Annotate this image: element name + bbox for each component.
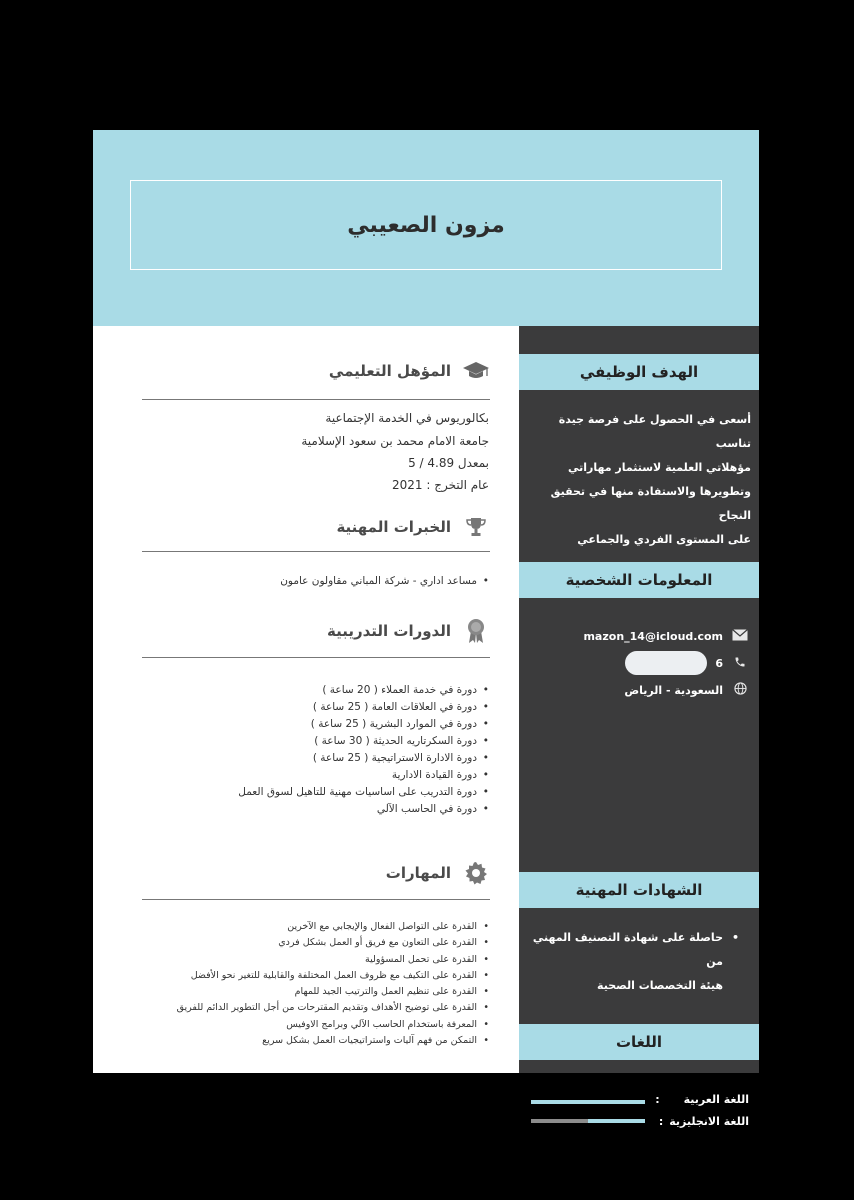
language-label: اللغة الانجليزية [669, 1114, 749, 1128]
skills-header [386, 860, 489, 886]
list-item: • دورة في الموارد البشرية ( 25 ساعة ) [238, 716, 489, 733]
list-item: • دورة السكرتاريه الحديثة ( 30 ساعة ) [238, 733, 489, 750]
objective-line: وتطويرها والاستفادة منها في تحقيق النجاح [550, 485, 751, 522]
education-title: المؤهل التعليمي [328, 362, 451, 380]
courses-title: الدورات التدريبية [326, 622, 451, 640]
list-item: • مساعد اداري - شركة المباني مقاولون عامون [280, 573, 489, 590]
courses-divider [142, 657, 490, 658]
envelope-icon [731, 629, 749, 644]
skills-divider [142, 899, 490, 900]
phone-redacted [625, 651, 707, 675]
languages-title: اللغات [519, 1024, 759, 1060]
list-item: • دورة الادارة الاستراتيجية ( 25 ساعة ) [238, 750, 489, 767]
education-graduation-year: عام التخرج : 2021 [391, 478, 489, 492]
name-box [130, 180, 722, 270]
main-column [93, 326, 519, 1073]
experience-title: الخبرات المهنية [336, 518, 451, 536]
list-item: • دورة في العلاقات العامة ( 25 ساعة ) [238, 699, 489, 716]
list-item: • التمكن من فهم آليات واستراتيجيات العمل بشكل سريع [177, 1033, 489, 1049]
list-item: • القدرة على تنظيم العمل والترتيب الجيد للمهام [177, 984, 489, 1000]
certificate-line: هيئة التخصصات الصحية [597, 979, 723, 992]
education-gpa: بمعدل 4.89 / 5 [408, 456, 489, 470]
objective-line: أسعى في الحصول على فرصة جيدة تناسب [558, 413, 751, 450]
objective-line: مؤهلاتي العلمية لاستثمار مهاراتي [568, 461, 751, 474]
objective-text [527, 408, 751, 552]
list-item: • دورة في الحاسب الآلي [238, 801, 489, 818]
award-ribbon-icon [463, 618, 489, 644]
education-degree: بكالوريوس في الخدمة الإجتماعية [325, 411, 489, 425]
skills-list [177, 919, 489, 1049]
experience-list [280, 573, 489, 590]
language-label: اللغة العربية [683, 1092, 749, 1106]
list-item: • القدرة على التكيف مع ظروف العمل المختلفة والقابلية للتغير نحو الأفضل [177, 968, 489, 984]
language-sep: : [658, 1114, 664, 1128]
email-text[interactable]: mazon_14@icloud.com [583, 629, 723, 643]
list-item: • القدرة على التعاون مع فريق أو العمل بشكل فردي [177, 935, 489, 951]
education-university: جامعة الامام محمد بن سعود الإسلامية [301, 434, 489, 448]
language-sep: : [655, 1092, 660, 1106]
candidate-name: مزون الصعيبي [347, 212, 505, 238]
email-row [583, 627, 749, 645]
phone-suffix: 6 [715, 656, 723, 670]
list-item: • دورة التدريب على اساسيات مهنية للتاهيل لسوق العمل [238, 784, 489, 801]
globe-icon [731, 682, 749, 698]
objective-line: على المستوى الفردي والجماعي [577, 533, 751, 546]
experience-header [336, 514, 489, 540]
resume-page [93, 130, 759, 1128]
header-band [93, 130, 759, 326]
location-text: السعودية - الرياض [624, 683, 723, 697]
courses-header [327, 618, 489, 644]
list-item: • المعرفة باستخدام الحاسب الآلي وبرامج الاوفيس [177, 1017, 489, 1033]
trophy-icon [463, 514, 489, 540]
location-row [624, 681, 749, 699]
list-item: • القدرة على التواصل الفعال والإيجابي مع الآخرين [177, 919, 489, 935]
list-item: • دورة في خدمة العملاء ( 20 ساعة ) [238, 682, 489, 699]
gear-icon [463, 860, 489, 886]
list-item: • القدرة على تحمل المسؤولية [177, 952, 489, 968]
language-arabic [655, 1091, 749, 1107]
language-bar-english [588, 1119, 645, 1123]
skills-title: المهارات [385, 864, 451, 882]
sidebar [519, 326, 759, 1128]
courses-list [238, 682, 489, 818]
education-divider [142, 399, 490, 400]
objective-title: الهدف الوظيفي [519, 354, 759, 390]
list-item: • القدرة على توضيح الأهداف وتقديم المقترحات من أجل التطوير الدائم للفريق [177, 1000, 489, 1016]
certificates-title: الشهادات المهنية [519, 872, 759, 908]
education-header [329, 358, 489, 384]
experience-divider [142, 551, 490, 552]
phone-row [625, 654, 749, 672]
graduation-cap-icon [463, 358, 489, 384]
language-bar-arabic [531, 1100, 645, 1104]
language-english [659, 1113, 749, 1129]
certificate-line: حاصلة على شهادة التصنيف المهني من [532, 931, 723, 968]
phone-icon [731, 656, 749, 671]
list-item: • دورة القيادة الادارية [238, 767, 489, 784]
certificates-list: • حاصلة على شهادة التصنيف المهني من هيئة التخصصات الصحية [529, 926, 739, 998]
personal-info-title: المعلومات الشخصية [519, 562, 759, 598]
